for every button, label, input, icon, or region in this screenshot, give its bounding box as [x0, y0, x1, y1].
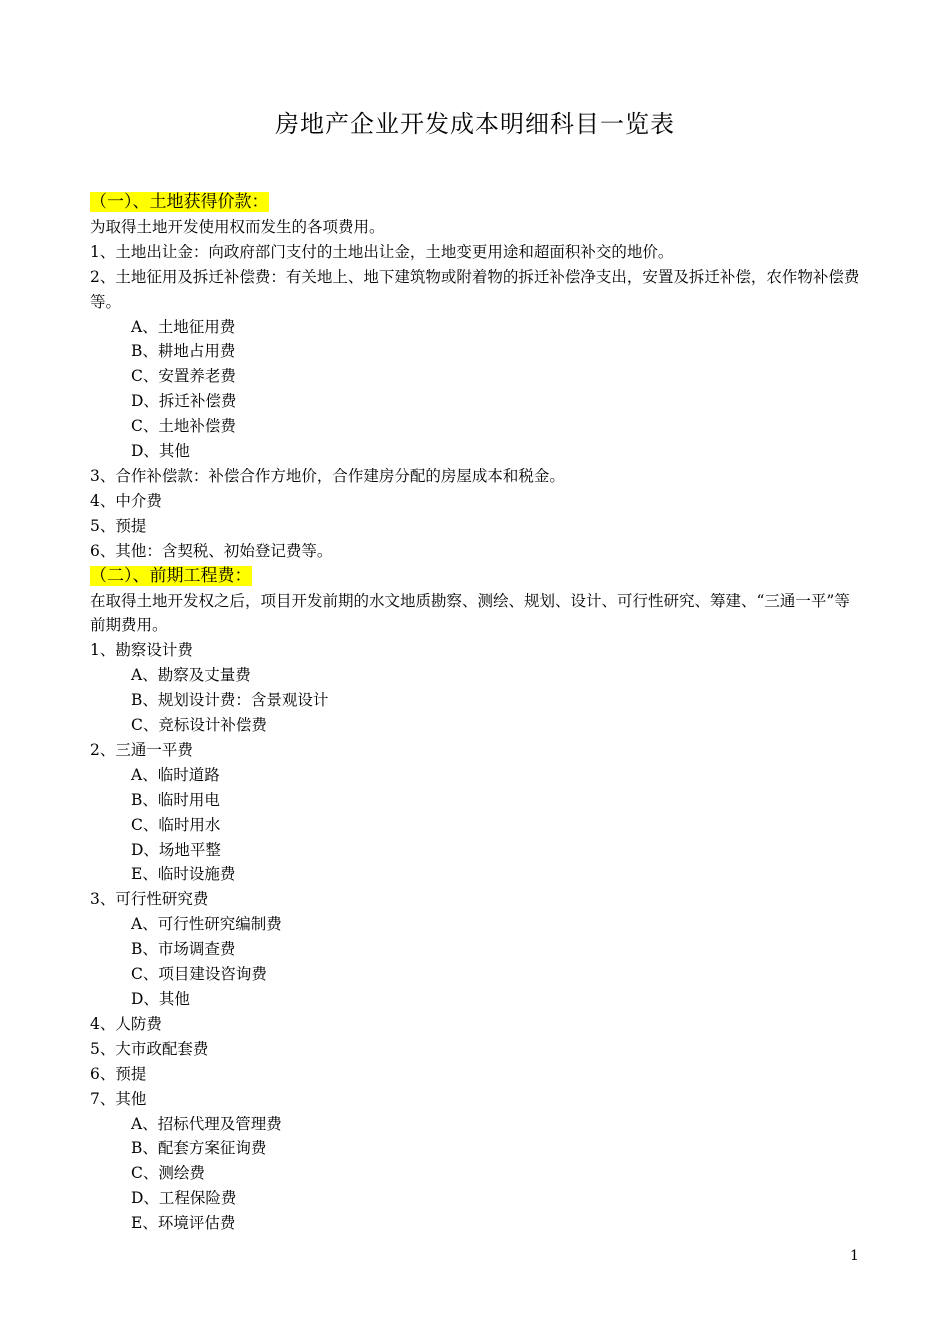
- page-number: 1: [850, 1248, 859, 1264]
- sub-item: A、勘察及丈量费: [131, 666, 251, 685]
- list-item: 3、合作补偿款：补偿合作方地价，合作建房分配的房屋成本和税金。: [90, 466, 565, 485]
- sub-item: B、配套方案征询费: [131, 1139, 267, 1158]
- document-body: [90, 190, 865, 1236]
- list-item: 6、预提: [90, 1064, 147, 1083]
- sub-item: A、招标代理及管理费: [131, 1114, 282, 1133]
- sub-item: C、临时用水: [131, 815, 221, 834]
- sub-item: E、环境评估费: [131, 1214, 236, 1233]
- paragraph: 在取得土地开发权之后，项目开发前期的水文地质勘察、测绘、规划、设计、可行性研究、筹建、“三通一平”等前期费用。: [90, 591, 850, 635]
- section-heading: [90, 564, 865, 589]
- list-item: 7、其他: [90, 1089, 147, 1108]
- section-heading-text: （二）、前期工程费：: [90, 565, 252, 586]
- list-item: 1、勘察设计费: [90, 641, 193, 660]
- list-item: 6、其他：含契税、初始登记费等。: [90, 541, 333, 560]
- sub-item: C、竞标设计补偿费: [131, 716, 267, 735]
- list-item: 2、三通一平费: [90, 740, 193, 759]
- sub-item: D、拆迁补偿费: [131, 392, 237, 411]
- sub-item: B、临时用电: [131, 790, 220, 809]
- list-item: 为取得土地开发使用权而发生的各项费用。: [90, 217, 385, 236]
- list-item: 1、土地出让金：向政府部门支付的土地出让金，土地变更用途和超面积补交的地价。: [90, 242, 674, 261]
- sub-item: A、土地征用费: [131, 317, 236, 336]
- sub-item: C、土地补偿费: [131, 417, 236, 436]
- sub-item: D、其他: [131, 442, 190, 461]
- sub-item: D、场地平整: [131, 840, 221, 859]
- sub-item: D、其他: [131, 990, 190, 1008]
- sub-item: C、测绘费: [131, 1164, 205, 1183]
- section-heading-text: （一）、土地获得价款：: [90, 192, 269, 212]
- list-item: 4、人防费: [90, 1014, 162, 1033]
- sub-item: A、可行性研究编制费: [131, 915, 282, 934]
- list-item: 4、中介费: [90, 491, 162, 510]
- list-item: 3、可行性研究费: [90, 890, 209, 909]
- sub-item: C、安置养老费: [131, 367, 236, 386]
- sub-item: C、项目建设咨询费: [131, 965, 267, 984]
- paragraph: 2、土地征用及拆迁补偿费：有关地上、地下建筑物或附着物的拆迁补偿净支出，安置及拆迁补偿，农作物补偿费等。: [90, 267, 860, 311]
- list-item: 5、预提: [90, 516, 147, 535]
- document-title: 房地产企业开发成本明细科目一览表: [275, 110, 675, 138]
- section-heading: [90, 190, 865, 215]
- sub-item: D、工程保险费: [131, 1189, 237, 1208]
- list-item: 5、大市政配套费: [90, 1039, 209, 1058]
- sub-item: A、临时道路: [131, 765, 220, 784]
- sub-item: B、市场调查费: [131, 940, 236, 959]
- sub-item: B、耕地占用费: [131, 342, 236, 361]
- sub-item: E、临时设施费: [131, 865, 236, 884]
- sub-item: B、规划设计费：含景观设计: [131, 691, 329, 710]
